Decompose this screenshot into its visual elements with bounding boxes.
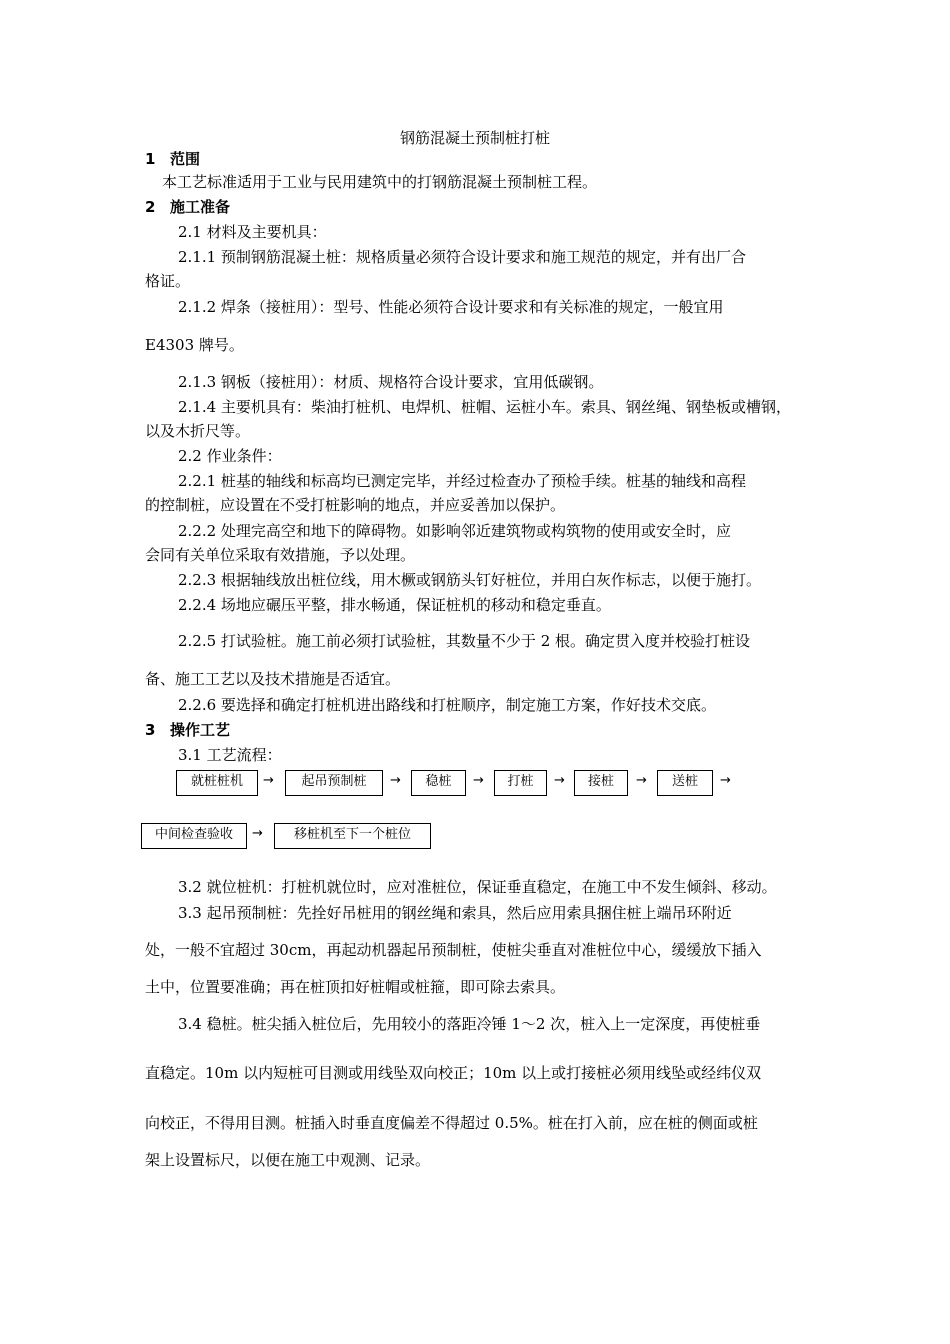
para-3-4-line3: 向校正，不得用目测。桩插入时垂直度偏差不得超过 0.5%。桩在打入前，应在桩的侧面或桩 — [145, 1114, 758, 1132]
section-2-heading: 施工准备 — [170, 198, 231, 216]
para-2-1-1-line2: 格证。 — [145, 272, 191, 290]
para-2-2-1-line1: 2.2.1 桩基的轴线和标高均已测定完毕，并经过检查办了预检手续。桩基的轴线和高程 — [178, 472, 746, 490]
para-3-3-line1: 3.3 起吊预制桩：先拴好吊桩用的钢丝绳和索具，然后应用索具捆住桩上端吊环附近 — [178, 904, 732, 922]
para-2-1-3: 2.1.3 钢板（接桩用）：材质、规格符合设计要求，宜用低碳钢。 — [178, 373, 604, 391]
flow-step-position-pile-driver: 就桩桩机 — [176, 770, 258, 796]
para-2-1-1-line1: 2.1.1 预制钢筋混凝土桩：规格质量必须符合设计要求和施工规范的规定，并有出厂合 — [178, 248, 746, 266]
page-title: 钢筋混凝土预制桩打桩 — [399, 129, 550, 147]
para-2-2-2-line1: 2.2.2 处理完高空和地下的障碍物。如影响邻近建筑物或构筑物的使用或安全时，应 — [178, 522, 731, 540]
flow-step-stabilize-pile: 稳桩 — [411, 770, 466, 796]
section-2-number: 2 — [145, 198, 156, 216]
para-3-3-line2: 处，一般不宜超过 30cm，再起动机器起吊预制桩，使桩尖垂直对准桩位中心，缓缓放下插入 — [145, 941, 762, 959]
flow-step-follow-pile: 送桩 — [657, 770, 713, 796]
para-2-1-2-line1: 2.1.2 焊条（接桩用）：型号、性能必须符合设计要求和有关标准的规定，一般宜用 — [178, 298, 724, 316]
section-1-number: 1 — [145, 150, 156, 168]
section-1-heading: 范围 — [170, 150, 201, 168]
flow-arrow: → — [554, 773, 565, 788]
flow-arrow: → — [252, 826, 263, 841]
para-2-1-2-line2: E4303 牌号。 — [145, 336, 244, 354]
para-2-2-4: 2.2.4 场地应碾压平整，排水畅通，保证桩机的移动和稳定垂直。 — [178, 596, 611, 614]
flow-arrow: → — [720, 773, 731, 788]
para-3-2: 3.2 就位桩机：打桩机就位时，应对准桩位，保证垂直稳定，在施工中不发生倾斜、移动。 — [178, 878, 777, 896]
section-1-text: 本工艺标准适用于工业与民用建筑中的打钢筋混凝土预制桩工程。 — [162, 173, 598, 191]
para-3-3-line3: 土中，位置要准确；再在桩顶扣好桩帽或桩箍，即可除去索具。 — [145, 978, 566, 996]
para-3-4-line4: 架上设置标尺，以便在施工中观测、记录。 — [145, 1151, 431, 1169]
para-2-1: 2.1 材料及主要机具： — [178, 223, 327, 241]
flow-arrow: → — [263, 773, 274, 788]
para-2-2-6: 2.2.6 要选择和确定打桩机进出路线和打桩顺序，制定施工方案，作好技术交底。 — [178, 696, 716, 714]
para-3-4-line2: 直稳定。10m 以内短桩可目测或用线坠双向校正；10m 以上或打接桩必须用线坠或经纬仪双 — [145, 1064, 762, 1082]
para-3-1: 3.1 工艺流程： — [178, 746, 282, 764]
flow-arrow: → — [473, 773, 484, 788]
flow-arrow: → — [636, 773, 647, 788]
para-2-1-4-line1: 2.1.4 主要机具有：柴油打桩机、电焊机、桩帽、运桩小车。索具、钢丝绳、钢垫板或槽钢， — [178, 398, 791, 416]
para-2-2-2-line2: 会同有关单位采取有效措施，予以处理。 — [145, 546, 416, 564]
flow-step-inspection: 中间检查验收 — [141, 823, 247, 849]
para-2-2: 2.2 作业条件： — [178, 447, 282, 465]
section-3-heading: 操作工艺 — [170, 721, 231, 739]
para-3-4-line1: 3.4 稳桩。桩尖插入桩位后，先用较小的落距冷锤 1～2 次，桩入上一定深度，再使桩垂 — [178, 1015, 761, 1033]
flow-step-drive-pile: 打桩 — [494, 770, 547, 796]
flow-step-lift-pile: 起吊预制桩 — [285, 770, 383, 796]
para-2-2-1-line2: 的控制桩，应设置在不受打桩影响的地点，并应妥善加以保护。 — [145, 496, 566, 514]
flow-step-move-to-next: 移桩机至下一个桩位 — [274, 823, 431, 849]
para-2-2-5-line1: 2.2.5 打试验桩。施工前必须打试验桩，其数量不少于 2 根。确定贯入度并校验打桩设 — [178, 632, 751, 650]
flow-step-splice-pile: 接桩 — [574, 770, 628, 796]
para-2-2-3: 2.2.3 根据轴线放出桩位线，用木橛或钢筋头钉好桩位，并用白灰作标志，以便于施打。 — [178, 571, 761, 589]
para-2-1-4-line2: 以及木折尺等。 — [145, 422, 251, 440]
section-3-number: 3 — [145, 721, 156, 739]
flow-arrow: → — [390, 773, 401, 788]
para-2-2-5-line2: 备、施工工艺以及技术措施是否适宜。 — [145, 670, 401, 688]
